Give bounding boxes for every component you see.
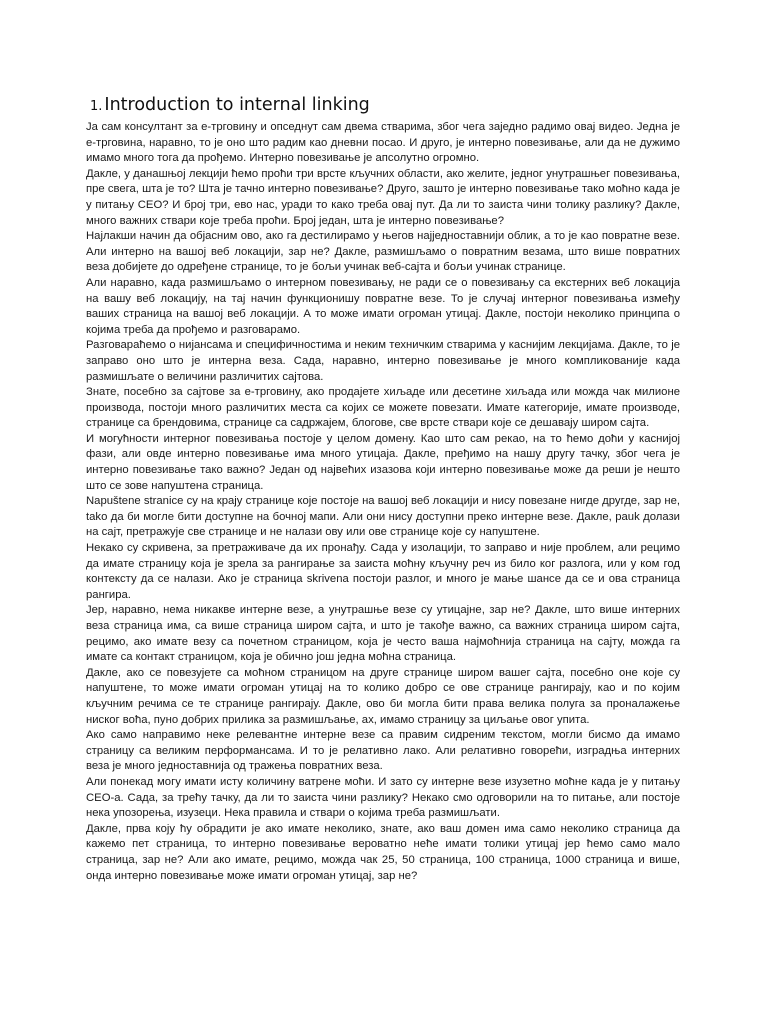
- heading-number: 1.: [90, 99, 103, 114]
- paragraph-9: Некако су скривена, за претраживаче да их пронађу. Сада у изолацији, то заправо и није проблем, али рецимо да имате страницу која је зрела за рангирање за заиста моћну кључну реч из било ког разлога, или у ком год контексту да се налази. Ако је страница skrivena постоји разлог, и много је мање шансе да се и ова страница рангира.: [86, 542, 680, 601]
- paragraph-5: Разговараћемо о нијансама и специфичностима и неким техничким стварима у каснијим лекцијама. Дакле, то је заправо оно што је интерна веза. Сада, наравно, интерно повезивање је много компликованије када размишљате о величини различитих сајтова.: [86, 339, 680, 383]
- heading-title: Introduction to internal linking: [104, 95, 370, 115]
- paragraph-13: Али понекад могу имати исту количину ватрене моћи. И зато су интерне везе изузетно моћне када је у питању СЕО-а. Сада, за трећу тачку, да ли то заиста чини разлику? Некако смо одговорили на то питање, али постоје нека упозорења, изузеци. Нека правила и ствари о којима треба размишљати.: [86, 775, 680, 820]
- section-heading: [90, 92, 680, 120]
- paragraph-2: Дакле, у данашњој лекцији ћемо проћи три врсте кључних области, ако желите, једног унутрашњег повезивања, пре свега, шта је то? Шта је тачно интерно повезивање? Друго, зашто је интерно повезивање тако моћно када је у питању СЕО? И број три, ево нас, уради то како треба овај пут. Да ли то заиста чини толику разлику? Дакле, много важних ствари које треба проћи. Број један, шта је интерно повезивање?: [86, 167, 680, 227]
- paragraph-1: Ја сам консултант за е-трговину и опседнут сам двема стварима, због чега заједно радимо овај видео. Једна је е-трговина, наравно, то је оно што радим као дневни посао. И друго, је интерно повезивање, али да не дужимо имамо много тога да прођемо. Интерно повезивање је апсолутно огромно.: [86, 121, 680, 165]
- paragraph-11: Дакле, ако се повезујете са моћном страницом на друге странице широм вашег сајта, посебно оне које су напуштене, то може имати огроман утицај на то колико добро се ове странице рангирају, као и по којим кључним речима се те странице рангирају. Дакле, ово би могла бити права велика полуга за проналажење ниског воћа, пуно добрих прилика за размишљање, ах, имамо страницу за циљање овог упита.: [86, 666, 680, 726]
- paragraph-12: Ако само направимо неке релевантне интерне везе са правим сидреним текстом, могли бисмо да имамо страницу са великим перформансама. И то је релативно лако. Али релативно говорећи, изградња интерних веза је много једноставнија од тражења повратних веза.: [86, 729, 680, 773]
- paragraph-3: Најлакши начин да објасним ово, ако га дестилирамо у његов најједноставнији облик, а то је као повратне везе. Али интерно на вашој веб локацији, зар не? Дакле, размишљамо о повратним везама, што више повратних веза добијете до одређене странице, то је бољи учинак веб-сајта и бољи учинак странице.: [86, 230, 680, 274]
- paragraph-6: Знате, посебно за сајтове за е-трговину, ако продајете хиљаде или десетине хиљада или можда чак милионе производа, постоји много различитих места са којих се можете повезати. Имате категорије, имате производе, странице са брендовима, странице са садржајем, блогове, све врсте ствари које се дешавају широм сајта.: [86, 386, 680, 430]
- paragraph-4: Али наравно, када размишљамо о интерном повезивању, не ради се о повезивању са екстерних веб локација на вашу веб локацију, на тај начин функционишу повратне везе. То је случај интерног повезивања између ваших страница на вашој веб локацији. А то може имати огроман утицај. Дакле, постоји неколико принципа о којима треба да прођемо и разговарамо.: [86, 276, 680, 336]
- body-text: [86, 120, 680, 884]
- paragraph-7: И могућности интерног повезивања постоје у целом домену. Као што сам рекао, на то ћемо доћи у каснијој фази, али овде интерно повезивање има много утицаја. Дакле, пређимо на нашу другу тачку, због чега је интерно повезивање тако важно? Један од највећих изазова који интерно повезивање може да реши је нешто што се зове напуштена страница.: [86, 432, 680, 492]
- document-page: [86, 92, 680, 884]
- paragraph-14: Дакле, прва коју ћу обрадити је ако имате неколико, знате, ако ваш домен има само неколико страница да кажемо пет страница, то интерно повезивање вероватно неће имати толики утицај јер ћемо само мало страница, зар не? Али ако имате, рецимо, можда чак 25, 50 страница, 100 страница, 1000 страница и више, онда интерно повезивање може имати огроман утицај, зар не?: [86, 822, 680, 882]
- paragraph-10: Јер, наравно, нема никакве интерне везе, а унутрашње везе су утицајне, зар не? Дакле, што више интерних веза страница има, са више страница широм сајта, и што је такође важно, са важних страница широм сајта, рецимо, ако имате везу са почетном страницом, која је често ваша најмоћнија страница на сајту, можда га имате са контакт страницом, која је обично још једна моћна страница.: [86, 604, 680, 664]
- paragraph-8: Napuštene stranice су на крају странице које постоје на вашој веб локацији и нису повезане нигде другде, зар не, tako да би могле бити доступне на бочној мапи. Али они нису доступни преко интерне везе. Дакле, pauk долази на сајт, претражује све странице и не налази ову или ове странице које су напуштене.: [86, 495, 680, 539]
